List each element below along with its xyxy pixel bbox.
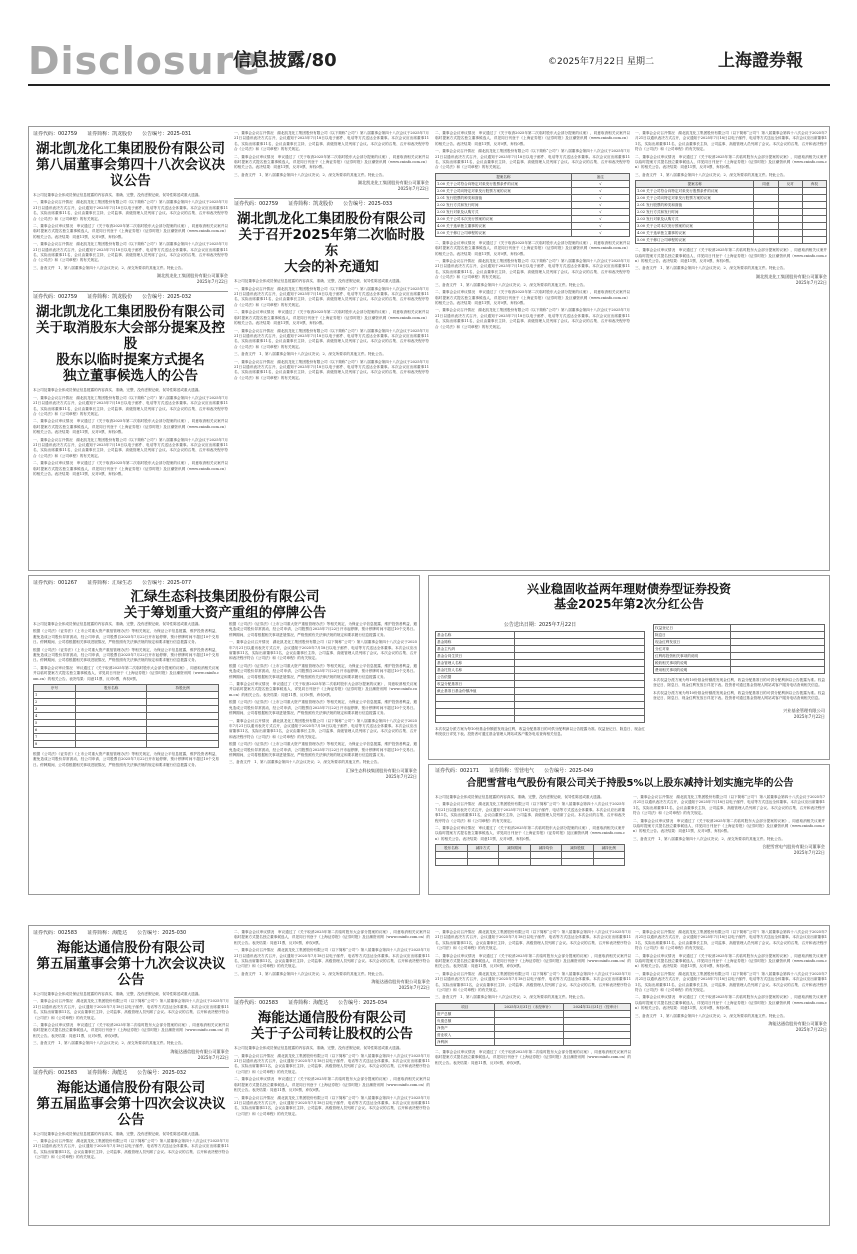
masthead — [28, 38, 830, 84]
body-paragraph: 一、董事会会议召开情况 湖北凯龙化工集团股份有限公司（以下简称“公司”）第八届董事会第四十八次会议于2025年7月21日以通讯表决方式召开，会议通知于2025年7月18日以电子邮件、电话等方式送达全体董事。本次会议应出席董事11名，实际出席董事11名，会议由董事长主持，公司监事、高级管理人员列席了会议。本次会议的召集、召开和表决程序符合《公司法》和《公司章程》的有关规定。 — [435, 930, 631, 951]
body-paragraph: 三、备查文件 1、第八届董事会第四十八次会议决议；2、深交所要求的其他文件。特此公告。 — [234, 971, 386, 976]
body-paragraph: 三、备查文件 1、第八届董事会第四十八次会议决议；2、深交所要求的其他文件。特此公告。 — [635, 1013, 787, 1018]
body-paragraph: 一、董事会会议召开情况 湖北凯龙化工集团股份有限公司（以下简称“公司”）第八届董事会第四十八次会议于2025年7月21日以通讯表决方式召开，会议通知于2025年7月18日以电子邮件、电话等方式送达全体董事。本次会议应出席董事11名，实际出席董事11名，会议由董事长主持，公司监事、高级管理人员列席了会议。本次会议的召集、召开和表决程序符合《公司法》和《公司章程》的有关规定。 — [435, 149, 630, 170]
table-cell: 基金管理人名称 — [436, 660, 515, 667]
body-paragraph: 本公司及董事会全体成员保证信息披露的内容真实、准确、完整，没有虚假记载、误导性陈述或重大遗漏。 — [33, 622, 202, 626]
newspaper-name: 上海證券報 — [718, 51, 803, 71]
body-paragraph: 二、董事会会议审议情况 审议通过了《关于取消2025年第二次临时股东大会部分提案的议案》，同意取消相关议案并以临时提案方式提名独立董事候选人，详见同日刊登于《上海证券报》《证券时报》及巨潮资讯网（www.cninfo.com.cn）的相关公告。表决结果：同意11票，反对0票，弃权0票。 — [33, 419, 228, 435]
body-paragraph: 二、董事会会议审议情况 审议通过了《关于取消2025年第二次临时股东大会部分提案的议案》，同意取消相关议案并以临时提案方式提名独立董事候选人，详见同日刊登于《上海证券报》《证券时报》及巨潮资讯网（www.cninfo.com.cn）的相关公告。表决结果：同意11票，反对0票，弃权0票。 — [435, 240, 630, 256]
body-paragraph: 三、备查文件 1、第八届董事会第四十八次会议决议；2、深交所要求的其他文件。特此公告。 — [635, 266, 787, 271]
divider — [33, 1067, 229, 1068]
table-cell: 截止基准日基金份额净值 — [436, 688, 515, 695]
table-cell: 1.00 关于公司符合向特定对象发行股票条件的议案 — [636, 188, 754, 195]
body-paragraph: 二、董事会会议审议情况 审议通过了《关于取消2025年第二次临时股东大会部分提案的议案》，同意取消相关议案并以临时提案方式提名独立董事候选人，详见同日刊登于《上海证券报》《证券时报》及巨潮资讯网（www.cninfo.com.cn）的相关公告。表决结果：同意11票，反对0票，弃权0票。 — [33, 1023, 229, 1038]
body-paragraph: 根据《公司法》《证券法》《上市公司重大资产重组管理办法》等相关规定，为保证公平信息披露，维护投资者利益，避免造成公司股价异常波动，经公司申请，公司股票自2025年7月22日开市起停牌，预计停牌时间不超过10个交易日。停牌期间，公司将根据相关事项进展情况，严格按照有关法律法规的规定和要求履行信息披露义务。 — [229, 700, 417, 716]
table-header: 2025年3月31日（未经审计） — [494, 1003, 563, 1010]
table-cell: 基金合同生效日 — [436, 653, 515, 660]
divider — [234, 997, 430, 998]
huilv-content — [33, 580, 417, 892]
table-header: 2024年12月31日（经审计） — [563, 1003, 630, 1010]
table-cell: 1.00 关于公司符合向特定对象发行股票条件的议案 — [436, 180, 572, 187]
table-header: 项目 — [436, 1003, 495, 1010]
announcement-title: 汇绿生态科技集团股份有限公司 关于筹划重大资产重组的停牌公告 — [123, 589, 327, 621]
fund-basic-table — [435, 631, 645, 723]
table-cell: 2.00 关于公司向特定对象发行股票方案的议案 — [436, 187, 572, 194]
divider — [33, 291, 228, 292]
kaisheng-col-2 — [234, 131, 429, 567]
body-paragraph: 一、董事会会议召开情况 湖北凯龙化工集团股份有限公司（以下简称“公司”）第八届董事会第四十八次会议于2025年7月21日以通讯表决方式召开，会议通知于2025年7月18日以电子邮件、电话等方式送达全体董事。本次会议应出席董事11名，实际出席董事11名，会议由董事长主持，公司监事、高级管理人员列席了会议。本次会议的召集、召开和表决程序符合《公司法》和《公司章程》的有关规定。 — [33, 437, 228, 458]
body-paragraph: 一、董事会会议召开情况 湖北凯龙化工集团股份有限公司（以下简称“公司”）第八届董事会第四十八次会议于2025年7月21日以通讯表决方式召开，会议通知于2025年7月18日以电子邮件、电话等方式送达全体董事。本次会议应出席董事11名，实际出席董事11名，会议由董事长主持，公司监事、高级管理人员列席了会议。本次会议的召集、召开和表决程序符合《公司法》和《公司章程》的有关规定。 — [633, 795, 825, 816]
body-paragraph: 二、董事会会议审议情况 审议通过了《关于取消2025年第二次临时股东大会部分提案的议案》，同意取消相关议案并以临时提案方式提名独立董事候选人，详见同日刊登于《上海证券报》《证券时报》及巨潮资讯网（www.cninfo.com.cn）的相关公告。表决结果：同意11票，反对0票，弃权0票。 — [229, 682, 417, 697]
table-cell: 4.00 关于选举独立董事的议案 — [636, 230, 754, 237]
body-paragraph: 一、董事会会议召开情况 湖北凯龙化工集团股份有限公司（以下简称“公司”）第八届董事会第四十八次会议于2025年7月21日以通讯表决方式召开，会议通知于2025年7月18日以电子邮件、电话等方式送达全体董事。本次会议应出席董事11名，实际出席董事11名，会议由董事长主持，公司监事、高级管理人员列席了会议。本次会议的召集、召开和表决程序符合《公司法》和《公司章程》的有关规定。 — [33, 395, 228, 416]
body-paragraph: 二、董事会会议审议情况 审议通过了《关于取消2025年第二次临时股东大会部分提案的议案》，同意取消相关议案并以临时提案方式提名独立董事候选人，详见同日刊登于《上海证券报》《证券时报》及巨潮资讯网（www.cninfo.com.cn）的相关公告。表决结果：同意11票，反对0票，弃权0票。 — [635, 953, 827, 969]
body-paragraph: 一、董事会会议召开情况 湖北凯龙化工集团股份有限公司（以下简称“公司”）第八届董事会第四十八次会议于2025年7月21日以通讯表决方式召开，会议通知于2025年7月18日以电子邮件、电话等方式送达全体董事。本次会议应出席董事11名，实际出席董事11名，会议由董事长主持，公司监事、高级管理人员列席了会议。本次会议的召集、召开和表决程序符合《公司法》和《公司章程》的有关规定。 — [435, 259, 630, 280]
body-paragraph: 二、董事会会议审议情况 审议通过了《关于取消2025年第二次临时股东大会部分提案的议案》，同意取消相关议案并以临时提案方式提名独立董事候选人，详见同日刊登于《上海证券报》《证券时报》及巨潮资讯网（www.cninfo.com.cn）的相关公告。表决结果：同意11票，反对0票，弃权0票。 — [435, 826, 625, 841]
body-paragraph: 二、董事会会议审议情况 审议通过了《关于取消2025年第二次临时股东大会部分提案的议案》，同意取消相关议案并以临时提案方式提名独立董事候选人，详见同日刊登于《上海证券报》《证券时报》及巨潮资讯网（www.cninfo.com.cn）的相关公告。表决结果：同意11票，反对0票，弃权0票。 — [635, 154, 827, 170]
body-paragraph: 一、董事会会议召开情况 湖北凯龙化工集团股份有限公司（以下简称“公司”）第八届董事会第四十八次会议于2025年7月21日以通讯表决方式召开，会议通知于2025年7月18日以电子邮件、电话等方式送达全体董事。本次会议应出席董事11名，实际出席董事11名，会议由董事长主持，公司监事、高级管理人员列席了会议。本次会议的召集、召开和表决程序符合《公司法》和《公司章程》的有关规定。 — [435, 971, 631, 993]
body-paragraph: 本公司及董事会全体成员保证信息披露的内容真实、准确、完整，没有虚假记载、误导性陈述或重大遗漏。 — [234, 1046, 403, 1051]
announcement-title: 湖北凯龙化工集团股份有限公司 第八届董事会第四十八次会议决议公告 — [36, 141, 225, 189]
announcement-meta: 证券代码：001267 证券简称：汇绿生态 公告编号：2025-077 — [33, 580, 192, 586]
proposal-table: 提案名称 备注 1.00 关于公司符合向特定对象发行股票条件的议案 √ 2.00 关于公司向特定对象发行股票方案的议案 √ 2.01 发行股票的种类和面值 √ 2.02 发行方式和发行时间 √ 2.03 发行对象及认购方式 √ 3.00 关于公司本次发行预案的议案 √ 4.00 关于选举独立董事的议案 √ 5.00 关于修订公司章程的议案 √ — [435, 173, 630, 237]
signature: 湖北凯龙化工集团股份有限公司董事会 2025年7月22日 — [755, 273, 827, 285]
haineng-col-1 — [33, 930, 229, 1223]
section-title: 信息披露/80 — [233, 50, 337, 71]
xingye-announcement-box — [428, 575, 830, 760]
table-header: 减持均价 — [530, 845, 562, 852]
body-paragraph: 二、董事会会议审议情况 审议通过了《关于取消2025年第二次临时股东大会部分提案的议案》，同意取消相关议案并以临时提案方式提名独立董事候选人，详见同日刊登于《上海证券报》《证券时报》及巨潮资讯网（www.cninfo.com.cn）的相关公告。表决结果：同意11票，反对0票，弃权0票。 — [234, 1077, 430, 1093]
body-paragraph: 一、董事会会议召开情况 湖北凯龙化工集团股份有限公司（以下简称“公司”）第八届董事会第四十八次会议于2025年7月21日以通讯表决方式召开，会议通知于2025年7月18日以电子邮件、电话等方式送达全体董事。本次会议应出席董事11名，实际出席董事11名，会议由董事长主持，公司监事、高级管理人员列席了会议。本次会议的召集、召开和表决程序符合《公司法》和《公司章程》的有关规定。 — [234, 1053, 430, 1074]
body-paragraph: 三、备查文件 1、第八届董事会第四十八次会议决议；2、深交所要求的其他文件。特此公告。 — [633, 836, 785, 841]
body-paragraph: 一、董事会会议召开情况 湖北凯龙化工集团股份有限公司（以下简称“公司”）第八届董事会第四十八次会议于2025年7月21日以通讯表决方式召开，会议通知于2025年7月18日以电子邮件、电话等方式送达全体董事。本次会议应出席董事11名，实际出席董事11名，会议由董事长主持，公司监事、高级管理人员列席了会议。本次会议的召集、召开和表决程序符合《公司法》和《公司章程》的有关规定。 — [635, 131, 827, 152]
announcement-meta: 证券代码：002759 证券简称：凯龙股份 公告编号：2025-031 — [33, 131, 192, 137]
body-paragraph: 三、备查文件 1、第八届董事会第四十八次会议决议；2、深交所要求的其他文件。特此公告。 — [435, 995, 587, 1000]
body-paragraph: 三、备查文件 1、第八届董事会第四十八次会议决议；2、深交所要求的其他文件。特此公告。 — [435, 282, 587, 287]
body-paragraph: 根据《公司法》《证券法》《上市公司重大资产重组管理办法》等相关规定，为保证公平信息披露，维护投资者利益，避免造成公司股价异常波动，经公司申请，公司股票自2025年7月22日开市起停牌，预计停牌时间不超过10个交易日。停牌期间，公司将根据相关事项进展情况，严格按照有关法律法规的规定和要求履行信息披露义务。 — [33, 752, 219, 767]
body-paragraph: 一、董事会会议召开情况 湖北凯龙化工集团股份有限公司（以下简称“公司”）第八届董事会第四十八次会议于2025年7月21日以通讯表决方式召开，会议通知于2025年7月18日以电子邮件、电话等方式送达全体董事。本次会议应出席董事11名，实际出席董事11名，会议由董事长主持，公司监事、高级管理人员列席了会议。本次会议的召集、召开和表决程序符合《公司法》和《公司章程》的有关规定。 — [234, 948, 430, 969]
table-header: 减持比例 — [593, 845, 625, 852]
xingye-col-2 — [653, 622, 825, 726]
body-paragraph: 一、董事会会议召开情况 湖北凯龙化工集团股份有限公司（以下简称“公司”）第八届董事会第四十八次会议于2025年7月21日以通讯表决方式召开，会议通知于2025年7月18日以电子邮件、电话等方式送达全体董事。本次会议应出席董事11名，实际出席董事11名，会议由董事长主持，公司监事、高级管理人员列席了会议。本次会议的召集、召开和表决程序符合《公司法》和《公司章程》的有关规定。 — [33, 242, 228, 263]
body-paragraph: 二、董事会会议审议情况 审议通过了《关于取消2025年第二次临时股东大会部分提案的议案》，同意取消相关议案并以临时提案方式提名独立董事候选人，详见同日刊登于《上海证券报》《证券时报》及巨潮资讯网（www.cninfo.com.cn）的相关公告。表决结果：同意11票，反对0票，弃权0票。 — [633, 818, 825, 834]
table-cell: 2.01 发行股票的种类和面值 — [436, 194, 572, 201]
huilv-col-2 — [229, 622, 417, 786]
financial-table — [435, 1003, 631, 1046]
xueying-col-1 — [435, 795, 625, 870]
signature: 湖北凯龙化工集团股份有限公司董事会 2025年7月22日 — [357, 180, 429, 192]
body-paragraph: 本公司及董事会全体成员保证信息披露的内容真实、准确、完整，没有虚假记载、误导性陈述或重大遗漏。 — [33, 992, 202, 996]
table-cell: 收益分配基准日 — [436, 681, 515, 688]
announcement-title: 湖北凯龙化工集团股份有限公司 关于召开2025年第二次临时股东 大会的补充通知 — [237, 211, 426, 276]
table-cell: 基金托管人名称 — [436, 667, 515, 674]
announcement-meta: 证券代码：002759 证券简称：凯龙股份 公告编号：2025-032 — [33, 294, 192, 301]
announcement-meta: 证券代码：002583 证券简称：海能达 公告编号：2025-030 — [33, 930, 187, 936]
xingye-col-1 — [435, 622, 645, 740]
table-cell: 2.03 发行对象及认购方式 — [436, 208, 572, 215]
body-paragraph: 一、董事会会议召开情况 湖北凯龙化工集团股份有限公司（以下简称“公司”）第八届董事会第四十八次会议于2025年7月21日以通讯表决方式召开，会议通知于2025年7月18日以电子邮件、电话等方式送达全体董事。本次会议应出席董事11名，实际出席董事11名，会议由董事长主持，公司监事、高级管理人员列席了会议。本次会议的召集、召开和表决程序符合《公司法》和《公司章程》的有关规定。 — [234, 328, 429, 349]
announcement-title: 海能达通信股份有限公司 第五届监事会第十四次会议决议公告 — [36, 1079, 226, 1128]
body-paragraph: 二、董事会会议审议情况 审议通过了《关于取消2025年第二次临时股东大会部分提案的议案》，同意取消相关议案并以临时提案方式提名独立董事候选人，详见同日刊登于《上海证券报》《证券时报》及巨潮资讯网（www.cninfo.com.cn）的相关公告。表决结果：同意11票，反对0票，弃权0票。 — [33, 665, 219, 681]
table-cell: 3.00 关于公司本次发行预案的议案 — [636, 223, 754, 230]
table-cell: 5.00 关于修订公司章程的议案 — [636, 237, 754, 244]
announcement-meta: 证券代码：002759 证券简称：凯龙股份 公告编号：2025-033 — [234, 201, 393, 208]
signature: 汇绿生态科技集团股份有限公司董事会 2025年7月22日 — [345, 767, 417, 779]
table-cell: 基金简称 — [436, 639, 515, 646]
table-cell: 2.02 发行方式和发行时间 — [436, 201, 572, 208]
announcement-title: 海能达通信股份有限公司 第五届董事会第十九次会议决议公告 — [36, 940, 226, 988]
shareholder-table: 序号 股东名称 持股比例 1 2 3 4 5 6 7 8 — [33, 684, 219, 748]
table-cell: 净资产 — [436, 1024, 495, 1031]
signature: 合肥雪营电气股份有限公司董事会 2025年7月22日 — [762, 844, 825, 856]
body-paragraph: 二、董事会会议审议情况 审议通过了《关于取消2025年第二次临时股东大会部分提案的议案》，同意取消相关议案并以临时提案方式提名独立董事候选人，详见同日刊登于《上海证券报》《证券时报》及巨潮资讯网（www.cninfo.com.cn）的相关公告。表决结果：同意11票，反对0票，弃权0票。 — [435, 131, 630, 146]
body-paragraph: 三、备查文件 1、第八届董事会第四十八次会议决议；2、深交所要求的其他文件。特此公告。 — [229, 760, 381, 765]
announcement-meta: 证券代码：002583 证券简称：海能达 公告编号：2025-032 — [33, 1069, 187, 1076]
signature: 海能达通信股份有限公司监事会 2025年7月22日 — [371, 979, 430, 991]
xueying-announcement-box — [428, 764, 830, 895]
body-paragraph: 根据《公司法》《证券法》《上市公司重大资产重组管理办法》等相关规定，为保证公平信息披露，维护投资者利益，避免造成公司股价异常波动，经公司申请，公司股票自2025年7月22日开市起停牌，预计停牌时间不超过10个交易日。停牌期间，公司将根据相关事项进展情况，严格按照有关法律法规的规定和要求履行信息披露义务。 — [33, 629, 219, 645]
body-paragraph: 一、董事会会议召开情况 湖北凯龙化工集团股份有限公司（以下简称“公司”）第八届董事会第四十八次会议于2025年7月21日以通讯表决方式召开，会议通知于2025年7月18日以电子邮件、电话等方式送达全体董事。本次会议应出席董事11名，实际出席董事11名，会议由董事长主持，公司监事、高级管理人员列席了会议。本次会议的召集、召开和表决程序符合《公司法》和《公司章程》的有关规定。 — [234, 131, 429, 152]
body-paragraph: 一、董事会会议召开情况 湖北凯龙化工集团股份有限公司（以下简称“公司”）第八届董事会第四十八次会议于2025年7月21日以通讯表决方式召开，会议通知于2025年7月18日以电子邮件、电话等方式送达全体董事。本次会议应出席董事11名，实际出席董事11名，会议由董事长主持，公司监事、高级管理人员列席了会议。本次会议的召集、召开和表决程序符合《公司法》和《公司章程》的有关规定。 — [33, 200, 228, 221]
table-cell: 3.00 关于公司本次发行预案的议案 — [436, 215, 572, 222]
body-paragraph: 本次权益分派方案为每10份基金份额派发现金红利，收益分配基准日的可供分配利润以公告披露为准。权益登记日、除息日、现金红利发放日详见下表。投资者可通过基金管理人网站或客户服务电话查询相关信息。 — [653, 690, 825, 701]
body-paragraph: 二、董事会会议审议情况 审议通过了《关于取消2025年第二次临时股东大会部分提案的议案》，同意取消相关议案并以临时提案方式提名独立董事候选人，详见同日刊登于《上海证券报》《证券时报》及巨潮资讯网（www.cninfo.com.cn）的相关公告。表决结果：同意11票，反对0票，弃权0票。 — [435, 953, 631, 969]
body-paragraph: 本公司及董事会全体成员保证信息披露的内容真实、准确、完整，没有虚假记载、误导性陈述或重大遗漏。 — [435, 795, 604, 799]
body-paragraph: 根据《公司法》《证券法》《上市公司重大资产重组管理办法》等相关规定，为保证公平信息披露，维护投资者利益，避免造成公司股价异常波动，经公司申请，公司股票自2025年7月22日开市起停牌，预计停牌时间不超过10个交易日。停牌期间，公司将根据相关事项进展情况，严格按照有关法律法规的规定和要求履行信息披露义务。 — [229, 742, 417, 757]
announcement-meta: 证券代码：002171 证券简称：雪营电气 公告编号：2025-049 — [435, 768, 594, 774]
table-cell: 5.00 关于修订公司章程的议案 — [436, 229, 572, 236]
body-paragraph: 一、董事会会议召开情况 湖北凯龙化工集团股份有限公司（以下简称“公司”）第八届董事会第四十八次会议于2025年7月21日以通讯表决方式召开，会议通知于2025年7月18日以电子邮件、电话等方式送达全体董事。本次会议应出席董事11名，实际出席董事11名，会议由董事长主持，公司监事、高级管理人员列席了会议。本次会议的召集、召开和表决程序符合《公司法》和《公司章程》的有关规定。 — [33, 1139, 229, 1160]
masthead-rule — [28, 84, 830, 86]
table-cell: 2.01 发行股票的种类和面值 — [636, 202, 754, 209]
body-paragraph: 本公司及董事会全体成员保证信息披露的内容真实、准确、完整，没有虚假记载、误导性陈述或重大遗漏。 — [33, 388, 202, 393]
body-paragraph: 二、董事会会议审议情况 审议通过了《关于取消2025年第二次临时股东大会部分提案的议案》，同意取消相关议案并以临时提案方式提名独立董事候选人，详见同日刊登于《上海证券报》《证券时报》及巨潮资讯网（www.cninfo.com.cn）的相关公告。表决结果：同意11票，反对0票，弃权0票。 — [635, 995, 827, 1011]
body-paragraph: 三、备查文件 1、第八届董事会第四十八次会议决议；2、深交所要求的其他文件。特此公告。 — [33, 265, 185, 270]
table-cell: 4.00 关于选举独立董事的议案 — [436, 222, 572, 229]
haineng-col-3 — [435, 930, 631, 1223]
body-paragraph: 一、董事会会议召开情况 湖北凯龙化工集团股份有限公司（以下简称“公司”）第八届董事会第四十八次会议于2025年7月21日以通讯表决方式召开，会议通知于2025年7月18日以电子邮件、电话等方式送达全体董事。本次会议应出席董事11名，实际出席董事11名，会议由董事长主持，公司监事、高级管理人员列席了会议。本次会议的召集、召开和表决程序符合《公司法》和《公司章程》的有关规定。 — [635, 930, 827, 951]
table-header: 减持期间 — [499, 845, 531, 852]
signature: 湖北凯龙化工集团股份有限公司董事会 2025年7月22日 — [156, 273, 228, 285]
body-paragraph: 一、董事会会议召开情况 湖北凯龙化工集团股份有限公司（以下简称“公司”）第八届董事会第四十八次会议于2025年7月21日以通讯表决方式召开，会议通知于2025年7月18日以电子邮件、电话等方式送达全体董事。本次会议应出席董事11名，实际出席董事11名，会议由董事长主持，公司监事、高级管理人员列席了会议。本次会议的召集、召开和表决程序符合《公司法》和《公司章程》的有关规定。 — [635, 971, 827, 993]
issue-date: ©2025年7月22日 星期二 — [548, 57, 654, 67]
announcement-title: 湖北凯龙化工集团股份有限公司 关于取消股东大会部分提案及控股 股东以临时提案方式提名 独立董事候选人的公告 — [36, 304, 225, 385]
body-paragraph: 根据《公司法》《证券法》《上市公司重大资产重组管理办法》等相关规定，为保证公平信息披露，维护投资者利益，避免造成公司股价异常波动，经公司申请，公司股票自2025年7月22日开市起停牌，预计停牌时间不超过10个交易日。停牌期间，公司将根据相关事项进展情况，严格按照有关法律法规的规定和要求履行信息披露义务。 — [229, 663, 417, 679]
announcement-meta: 证券代码：002583 证券简称：海能达 公告编号：2025-034 — [234, 1000, 388, 1007]
announcement-title: 合肥雪营电气股份有限公司关于持股5%以上股东减持计划实施完毕的公告 — [466, 778, 794, 789]
divider — [234, 198, 429, 199]
body-paragraph: 三、备查文件 1、第八届董事会第四十八次会议决议；2、深交所要求的其他文件。特此公告。 — [33, 1041, 185, 1046]
body-paragraph: 二、董事会会议审议情况 审议通过了《关于取消2025年第二次临时股东大会部分提案的议案》，同意取消相关议案并以临时提案方式提名独立董事候选人，详见同日刊登于《上海证券报》《证券时报》及巨潮资讯网（www.cninfo.com.cn）的相关公告。表决结果：同意11票，反对0票，弃权0票。 — [435, 1049, 631, 1065]
body-paragraph: 根据《公司法》《证券法》《上市公司重大资产重组管理办法》等相关规定，为保证公平信息披露，维护投资者利益，避免造成公司股价异常波动，经公司申请，公司股票自2025年7月22日开市起停牌，预计停牌时间不超过10个交易日。停牌期间，公司将根据相关事项进展情况，严格按照有关法律法规的规定和要求履行信息披露义务。 — [33, 647, 219, 663]
body-paragraph: 一、董事会会议召开情况 湖北凯龙化工集团股份有限公司（以下简称“公司”）第八届董事会第四十八次会议于2025年7月21日以通讯表决方式召开，会议通知于2025年7月18日以电子邮件、电话等方式送达全体董事。本次会议应出席董事11名，实际出席董事11名，会议由董事长主持，公司监事、高级管理人员列席了会议。本次会议的召集、召开和表决程序符合《公司法》和《公司章程》的有关规定。 — [435, 802, 625, 823]
body-paragraph: 本公司及董事会全体成员保证信息披露的内容真实、准确、完整，没有虚假记载、误导性陈述或重大遗漏。 — [234, 279, 403, 284]
haineng-announcement-box — [28, 925, 830, 1226]
table-cell: 2.03 发行对象及认购方式 — [636, 216, 754, 223]
body-paragraph: 三、备查文件 1、第八届董事会第四十八次会议决议；2、深交所要求的其他文件。特此公告。 — [234, 352, 386, 357]
body-paragraph: 三、备查文件 1、第八届董事会第四十八次会议决议；2、深交所要求的其他文件。特此公告。 — [635, 172, 787, 177]
body-paragraph: 二、董事会会议审议情况 审议通过了《关于取消2025年第二次临时股东大会部分提案的议案》，同意取消相关议案并以临时提案方式提名独立董事候选人，详见同日刊登于《上海证券报》《证券时报》及巨潮资讯网（www.cninfo.com.cn）的相关公告。表决结果：同意11票，反对0票，弃权0票。 — [33, 461, 228, 476]
body-paragraph: 根据《公司法》《证券法》《上市公司重大资产重组管理办法》等相关规定，为保证公平信息披露，维护投资者利益，避免造成公司股价异常波动，经公司申请，公司股票自2025年7月22日开市起停牌，预计停牌时间不超过10个交易日。停牌期间，公司将根据相关事项进展情况，严格按照有关法律法规的规定和要求履行信息披露义务。 — [229, 622, 417, 637]
table-cell: 资产总额 — [436, 1010, 495, 1017]
body-paragraph: 一、董事会会议召开情况 湖北凯龙化工集团股份有限公司（以下简称“公司”）第八届董事会第四十八次会议于2025年7月21日以通讯表决方式召开，会议通知于2025年7月18日以电子邮件、电话等方式送达全体董事。本次会议应出席董事11名，实际出席董事11名，会议由董事长主持，公司监事、高级管理人员列席了会议。本次会议的召集、召开和表决程序符合《公司法》和《公司章程》的有关规定。 — [229, 640, 417, 661]
huilv-col-1 — [33, 622, 219, 770]
announcement-title: 海能达通信股份有限公司 关于子公司转让股权的公告 — [251, 1010, 413, 1043]
body-paragraph: 三、备查文件 1、第八届董事会第四十八次会议决议；2、深交所要求的其他文件。特此公告。 — [234, 172, 386, 177]
table-cell: 营业收入 — [436, 1031, 495, 1038]
body-paragraph: 二、董事会会议审议情况 审议通过了《关于取消2025年第二次临时股东大会部分提案的议案》，同意取消相关议案并以临时提案方式提名独立董事候选人，详见同日刊登于《上海证券报》《证券时报》及巨潮资讯网（www.cninfo.com.cn）的相关公告。表决结果：同意11票，反对0票，弃权0票。 — [33, 224, 228, 239]
body-paragraph: 一、董事会会议召开情况 湖北凯龙化工集团股份有限公司（以下简称“公司”）第八届董事会第四十八次会议于2025年7月21日以通讯表决方式召开，会议通知于2025年7月18日以电子邮件、电话等方式送达全体董事。本次会议应出席董事11名，实际出席董事11名，会议由董事长主持，公司监事、高级管理人员列席了会议。本次会议的召集、召开和表决程序符合《公司法》和《公司章程》的有关规定。 — [234, 1095, 430, 1116]
table-cell: 净利润 — [436, 1038, 495, 1045]
table-cell: 负债总额 — [436, 1017, 495, 1024]
dividend-dates-table: 权益登记日 除息日 现金红利发放日 分红对象 红利再投资相关事项的说明 税收相关事项的说明 费用相关事项的说明 — [653, 624, 825, 674]
body-paragraph: 二、董事会会议审议情况 审议通过了《关于取消2025年第二次临时股东大会部分提案的议案》，同意取消相关议案并以临时提案方式提名独立董事候选人，详见同日刊登于《上海证券报》《证券时报》及巨潮资讯网（www.cninfo.com.cn）的相关公告。表决结果：同意11票，反对0票，弃权0票。 — [635, 248, 827, 264]
body-paragraph: 本公司及董事会全体成员保证信息披露的内容真实、准确、完整，没有虚假记载、误导性陈述或重大遗漏。 — [33, 193, 202, 197]
body-paragraph: 一、董事会会议召开情况 湖北凯龙化工集团股份有限公司（以下简称“公司”）第八届董事会第四十八次会议于2025年7月21日以通讯表决方式召开，会议通知于2025年7月18日以电子邮件、电话等方式送达全体董事。本次会议应出席董事11名，实际出席董事11名，会议由董事长主持，公司监事、高级管理人员列席了会议。本次会议的召集、召开和表决程序符合《公司法》和《公司章程》的有关规定。 — [33, 999, 229, 1020]
announcement-date: 公告送出日期：2025年7月22日 — [503, 622, 577, 628]
body-paragraph: 一、董事会会议召开情况 湖北凯龙化工集团股份有限公司（以下简称“公司”）第八届董事会第四十八次会议于2025年7月21日以通讯表决方式召开，会议通知于2025年7月18日以电子邮件、电话等方式送达全体董事。本次会议应出席董事11名，实际出席董事11名，会议由董事长主持，公司监事、高级管理人员列席了会议。本次会议的召集、召开和表决程序符合《公司法》和《公司章程》的有关规定。 — [229, 718, 417, 739]
table-header: 减持股数 — [562, 845, 594, 852]
announcement-title: 兴业稳固收益两年理财债券型证券投资 基金2025年第2次分红公告 — [526, 582, 731, 611]
body-paragraph: 本次权益分派方案为每10份基金份额派发现金红利，收益分配基准日的可供分配利润以公告披露为准。权益登记日、除息日、现金红利发放日详见下表。投资者可通过基金管理人网站或客户服务电话查询相关信息。 — [435, 727, 645, 737]
kaisheng-announcement-box — [28, 126, 830, 571]
xueying-col-2 — [633, 795, 825, 862]
table-cell: 基金主代码 — [436, 646, 515, 653]
body-paragraph: 一、董事会会议召开情况 湖北凯龙化工集团股份有限公司（以下简称“公司”）第八届董事会第四十八次会议于2025年7月21日以通讯表决方式召开，会议通知于2025年7月18日以电子邮件、电话等方式送达全体董事。本次会议应出席董事11名，实际出席董事11名，会议由董事长主持，公司监事、高级管理人员列席了会议。本次会议的召集、召开和表决程序符合《公司法》和《公司章程》的有关规定。 — [435, 308, 630, 329]
masthead-word: Disclosure — [28, 39, 262, 83]
body-paragraph: 二、董事会会议审议情况 审议通过了《关于取消2025年第二次临时股东大会部分提案的议案》，同意取消相关议案并以临时提案方式提名独立董事候选人，详见同日刊登于《上海证券报》《证券时报》及巨潮资讯网（www.cninfo.com.cn）的相关公告。表决结果：同意11票，反对0票，弃权0票。 — [234, 310, 429, 326]
table-header: 股东名称 — [436, 845, 468, 852]
body-paragraph: 一、董事会会议召开情况 湖北凯龙化工集团股份有限公司（以下简称“公司”）第八届董事会第四十八次会议于2025年7月21日以通讯表决方式召开，会议通知于2025年7月18日以电子邮件、电话等方式送达全体董事。本次会议应出席董事11名，实际出席董事11名，会议由董事长主持，公司监事、高级管理人员列席了会议。本次会议的召集、召开和表决程序符合《公司法》和《公司章程》的有关规定。 — [234, 359, 429, 380]
signature: 兴业基金管理有限公司 2025年7月22日 — [783, 707, 825, 719]
body-paragraph: 二、董事会会议审议情况 审议通过了《关于取消2025年第二次临时股东大会部分提案的议案》，同意取消相关议案并以临时提案方式提名独立董事候选人，详见同日刊登于《上海证券报》《证券时报》及巨潮资讯网（www.cninfo.com.cn）的相关公告。表决结果：同意11票，反对0票，弃权0票。 — [234, 930, 430, 945]
kaisheng-col-1 — [33, 131, 228, 567]
table-header: 减持方式 — [467, 845, 499, 852]
table-cell: 2.00 关于公司向特定对象发行股票方案的议案 — [636, 195, 754, 202]
signature: 海能达通信股份有限公司董事会 2025年7月22日 — [768, 1021, 827, 1033]
body-paragraph: 二、董事会会议审议情况 审议通过了《关于取消2025年第二次临时股东大会部分提案的议案》，同意取消相关议案并以临时提案方式提名独立董事候选人，详见同日刊登于《上海证券报》《证券时报》及巨潮资讯网（www.cninfo.com.cn）的相关公告。表决结果：同意11票，反对0票，弃权0票。 — [435, 290, 630, 305]
kaisheng-col-4 — [635, 131, 827, 567]
body-paragraph: 一、董事会会议召开情况 湖北凯龙化工集团股份有限公司（以下简称“公司”）第八届董事会第四十八次会议于2025年7月21日以通讯表决方式召开，会议通知于2025年7月18日以电子邮件、电话等方式送达全体董事。本次会议应出席董事11名，实际出席董事11名，会议由董事长主持，公司监事、高级管理人员列席了会议。本次会议的召集、召开和表决程序符合《公司法》和《公司章程》的有关规定。 — [234, 286, 429, 307]
table-cell: 2.02 发行方式和发行时间 — [636, 209, 754, 216]
signature: 海能达通信股份有限公司董事会 2025年7月22日 — [170, 1048, 229, 1060]
body-paragraph: 本公司及董事会全体成员保证信息披露的内容真实、准确、完整，没有虚假记载、误导性陈述或重大遗漏。 — [33, 1131, 202, 1136]
table-cell: 基金名称 — [436, 632, 515, 639]
reduction-table — [435, 844, 625, 866]
proxy-table: 提案名称 同意 反对 弃权 1.00 关于公司符合向特定对象发行股票条件的议案 2.00 关于公司向特定对象发行股票方案的议案 2.01 发行股票的种类和面值 2.02 发行方式和发行时间 2.03 发行对象及认购方式 3.00 关于公司本次发行预案的议案 4.00 关于选举独立董事的议案 5.00 关于修订公司章程的议案 — [635, 180, 827, 244]
haineng-col-4 — [635, 930, 827, 1223]
table-cell: 公告依据 — [436, 674, 515, 681]
body-paragraph: 二、董事会会议审议情况 审议通过了《关于取消2025年第二次临时股东大会部分提案的议案》，同意取消相关议案并以临时提案方式提名独立董事候选人，详见同日刊登于《上海证券报》《证券时报》及巨潮资讯网（www.cninfo.com.cn）的相关公告。表决结果：同意11票，反对0票，弃权0票。 — [234, 154, 429, 170]
body-paragraph: 本次权益分派方案为每10份基金份额派发现金红利，收益分配基准日的可供分配利润以公告披露为准。权益登记日、除息日、现金红利发放日详见下表。投资者可通过基金管理人网站或客户服务电话查询相关信息。 — [653, 678, 825, 688]
haineng-col-2 — [234, 930, 430, 1223]
kaisheng-col-3 — [435, 131, 630, 567]
huilv-announcement-box — [28, 575, 420, 895]
